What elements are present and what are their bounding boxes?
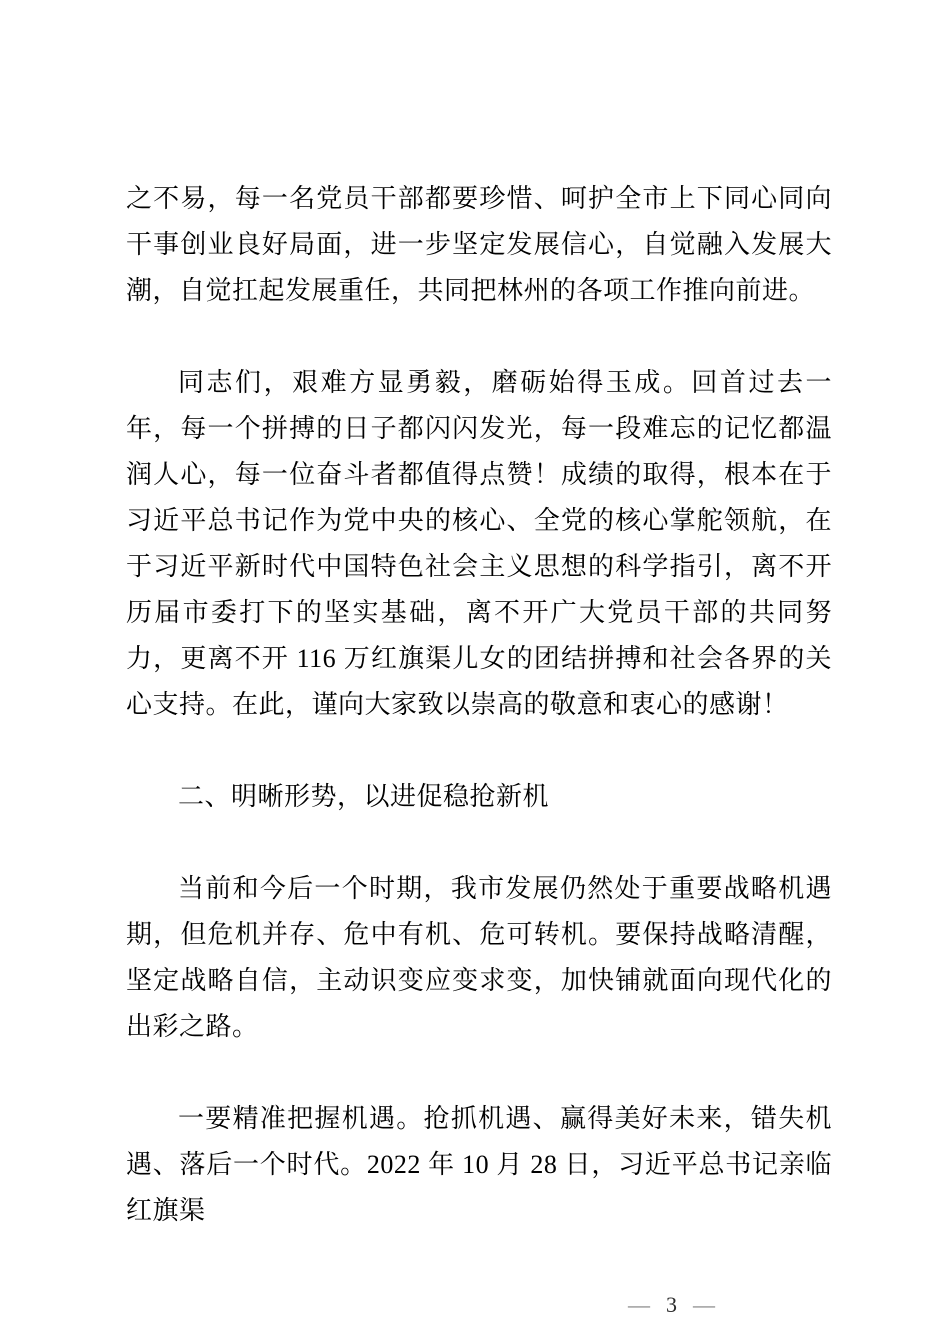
paragraph: 一要精准把握机遇。抢抓机遇、赢得美好未来，错失机遇、落后一个时代。2022 年 10 月 28 日，习近平总书记亲临红旗渠: [126, 1104, 832, 1225]
document-body: [126, 176, 832, 1234]
paragraph: 当前和今后一个时期，我市发展仍然处于重要战略机遇期，但危机并存、危中有机、危可转机。要保持战略清醒，坚定战略自信，主动识变应变求变，加快铺就面向现代化的出彩之路。: [126, 874, 832, 1041]
paragraph: 同志们，艰难方显勇毅，磨砺始得玉成。回首过去一年，每一个拼搏的日子都闪闪发光，每一段难忘的记忆都温润人心，每一位奋斗者都值得点赞！成绩的取得，根本在于习近平总书记作为党中央的核心、全党的核心掌舵领航，在于习近平新时代中国特色社会主义思想的科学指引，离不开历届市委打下的坚实基础，离不开广大党员干部的共同努力，更离不开 116 万红旗渠儿女的团结拼搏和社会各界的关心支持。在此，谨向大家致以崇高的敬意和衷心的感谢！: [126, 368, 832, 719]
page-number-value: 3: [666, 1292, 677, 1317]
page-number-dash-left: —: [628, 1292, 650, 1317]
page-number: [628, 1290, 715, 1320]
paragraph: 之不易，每一名党员干部都要珍惜、呵护全市上下同心同向干事创业良好局面，进一步坚定发展信心，自觉融入发展大潮，自觉扛起发展重任，共同把林州的各项工作推向前进。: [126, 184, 832, 305]
page-number-dash-right: —: [693, 1292, 715, 1317]
section-heading: 二、明晰形势，以进促稳抢新机: [178, 782, 550, 811]
